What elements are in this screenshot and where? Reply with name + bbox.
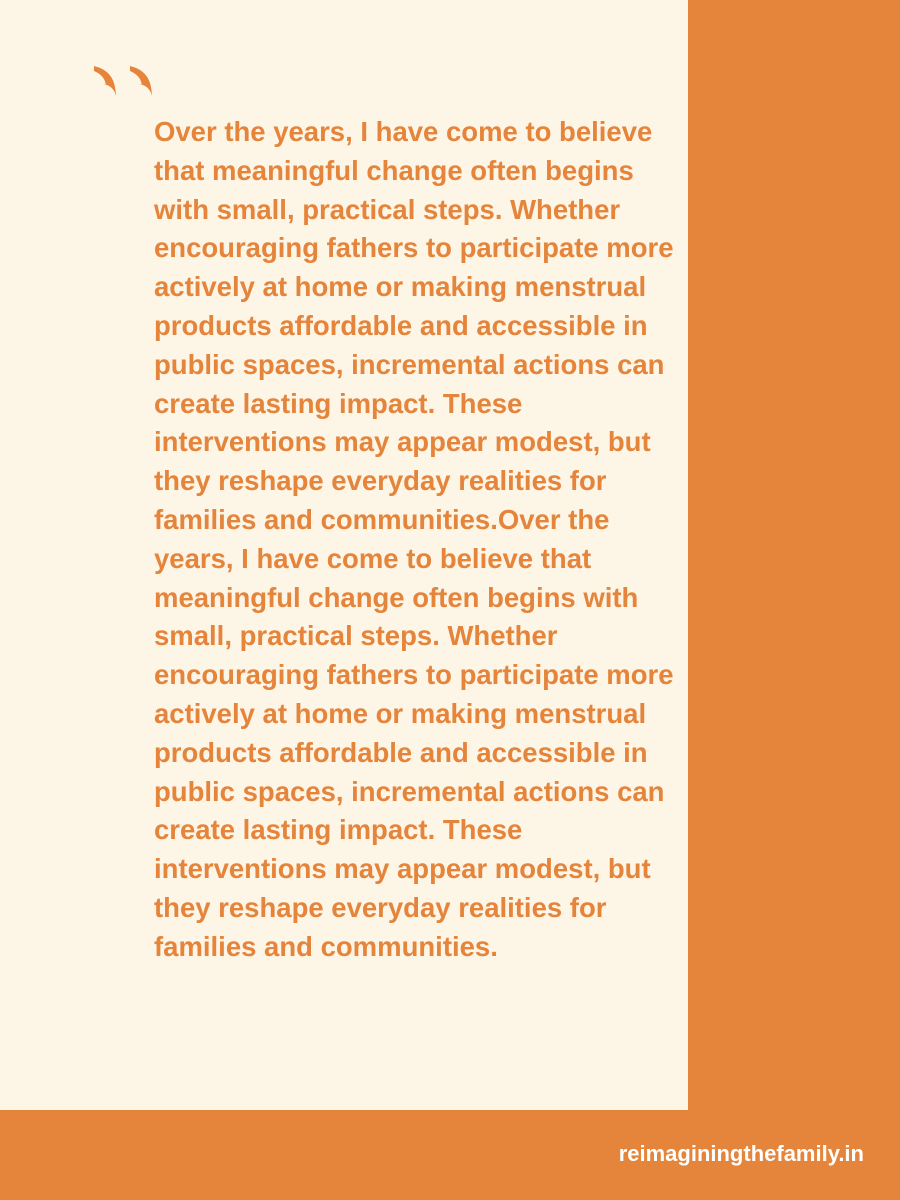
site-url: reimaginingthefamily.in [618, 1141, 864, 1166]
accent-side-band [688, 0, 900, 1110]
quote-text: Over the years, I have come to believe that meaningful change often begins with small, practical steps. Whether encouraging fathers to participate more actively at home or making menstrual products affordable and accessible in public spaces, incremental actions can create lasting impact. These interventions may appear modest, but they reshape everyday realities for families and communities.Over the years, I have come to believe that meaningful change often begins with small, practical steps. Whether encouraging fathers to participate more actively at home or making menstrual products affordable and accessible in public spaces, incremental actions can create lasting impact. These interventions may appear modest, but they reshape everyday realities for families and communities. [154, 116, 674, 962]
quote-mark-icon [88, 66, 154, 112]
